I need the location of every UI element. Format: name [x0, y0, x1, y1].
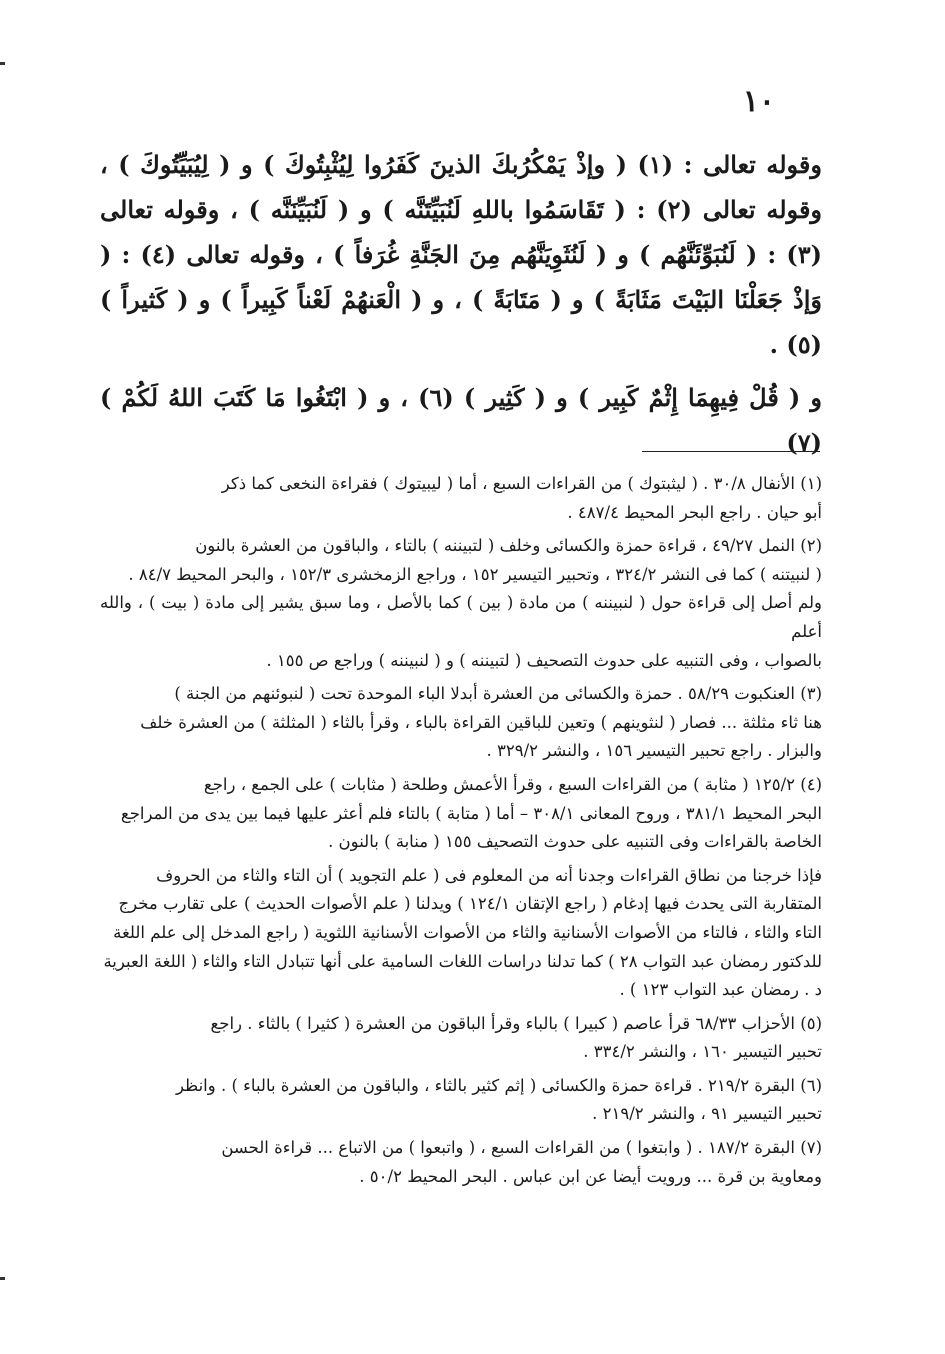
main-line: وقوله تعالى : (١) ( وإذْ يَمْكُرُبكَ الذينَ كَفَرُوا لِيُثْبِتُوكَ ) و ( لِيُبَيِّتُوكَ ) ، وقوله [100, 150, 823, 224]
footnote-line: ولم أصل إلى قراءة حول ( لنبيننه ) من مادة ( بين ) كما بالأصل ، وما سبق يشير إلى مادة ( بيت ) ، والله أعلم [100, 593, 822, 641]
footnote-4-continued [100, 862, 822, 1005]
footnote-line: (٦) البقرة ٢١٩/٢ . قراءة حمزة والكسائى ( إثم كثير بالثاء ، والباقون من العشرة بالباء ) . وانظر [175, 1075, 822, 1095]
footnote-line: (٣) العنكبوت ٥٨/٢٩ . حمزة والكسائى من العشرة أبدلا الباء الموحدة تحت ( لنبوئنهم من الجنة ) [174, 684, 822, 704]
footnote-line: د . رمضان عبد التواب ١٢٣ ) . [619, 980, 822, 1000]
footnote-line: (٧) البقرة ١٨٧/٢ . ( وابتغوا ) من القراءات السبع ، ( واتبعوا ) من الاتباع ... قراءة الحسن [221, 1138, 822, 1158]
main-line: و ( لَنُثَوِيَنَّهُم مِنَ الجَنَّةِ غُرَفاً ) ، وقوله تعالى (٤) : ( وَإذْ جَعَلْنَا البَيْتَ مَثَابَةً ) [100, 240, 822, 314]
footnote-line: (٤) ١٢٥/٢ ( مثابة ) من القراءات السبع ، وقرأ الأعمش وطلحة ( مثابات ) على الجمع ، راجع [203, 774, 822, 794]
footnote-3 [100, 680, 822, 766]
footnote-line: المتقاربة التى يحدث فيها إدغام ( راجع الإتقان ١٢٤/١ ) ويدلنا ( علم الأصوات الحديث ) على تقارب مخرج [118, 894, 822, 914]
footnote-line: البحر المحيط ٣٨١/١ ، وروح المعانى ٣٠٨/١ – أما ( متابة ) بالتاء فلم أعثر عليها فيما بين يدى من المراجع [120, 803, 822, 823]
footnote-line: (٥) الأحزاب ٦٨/٣٣ قرأ عاصم ( كبيرا ) بالباء وقرأ الباقون من العشرة ( كثيرا ) بالثاء . راجع [210, 1013, 822, 1033]
footnote-line: والبزار . راجع تحبير التيسير ١٥٦ ، والنشر ٣٢٩/٢ . [486, 741, 822, 761]
footnote-line: تحبير التيسير ٩١ ، والنشر ٢١٩/٢ . [592, 1104, 822, 1124]
footnote-1 [100, 470, 822, 527]
footnote-line: (١) الأنفال ٣٠/٨ . ( ليثبتوك ) من القراءات السبع ، أما ( ليبيتوك ) فقراءة النخعى كما ذكر [221, 474, 822, 493]
footnote-line: للدكتور رمضان عبد التواب ٢٨ ) كما تدلنا دراسات اللغات السامية على أنها تتبادل التاء والثاء ( اللغة العبرية [103, 951, 822, 971]
footnote-line: تحبير التيسير ١٦٠ ، والنشر ٣٣٤/٢ . [583, 1042, 822, 1062]
footnote-line: بالصواب ، وفى التنبيه على حدوث التصحيف ( لتبيننه ) و ( لنبيننه ) وراجع ص ١٥٥ . [266, 650, 822, 670]
footnote-5 [100, 1010, 822, 1067]
main-line: تعالى (٢) : ( تَقَاسَمُوا باللهِ لَنُبَيِّتَنَّه ) و ( لَنُبَيِّنَنَّه ) ، وقوله تعالى (٣) : ( لَنُبَوِّئَنَّهُم ) [100, 195, 823, 269]
main-text [100, 142, 822, 465]
binder-mark [0, 62, 5, 65]
footnote-line: ومعاوية بن قرة ... ورويت أيضا عن ابن عباس . البحر المحيط ٥٠/٢ . [359, 1166, 822, 1186]
page-number: ١٠ [742, 84, 775, 119]
footnote-line: (٢) النمل ٤٩/٢٧ ، قراءة حمزة والكسائى وخلف ( لتبيننه ) بالتاء ، والباقون من العشرة بالنون [195, 536, 822, 556]
footnote-line: أبو حيان . راجع البحر المحيط ٤٨٧/٤ . [567, 502, 822, 522]
footnote-line: فإذا خرجنا من نطاق القراءات وجدنا أنه من المعلوم فى ( علم التجويد ) أن التاء والثاء من الحروف [156, 865, 822, 885]
footnotes [100, 470, 822, 1196]
binder-mark [0, 1277, 5, 1280]
main-line: و ( مَتَابَةً ) ، و ( الْعَنهُمْ لَعْناً كَبِيراً ) و ( كَثيراً ) (٥) . [100, 285, 822, 359]
footnote-separator [642, 451, 820, 452]
footnote-7 [100, 1134, 822, 1191]
main-paragraph [100, 142, 822, 367]
footnote-2 [100, 532, 822, 675]
footnote-line: الخاصة بالقراءات وفى التنبيه على حدوث التصحيف ١٥٥ ( منابة ) بالنون . [328, 832, 822, 852]
footnote-line: ( لنبيتنه ) كما فى النشر ٣٢٤/٢ ، وتحبير التيسير ١٥٢ ، وراجع الزمخشرى ١٥٢/٣ ، والبحر المحيط ٨٤/٧ . [128, 564, 822, 584]
footnote-line: التاء والثاء ، فالتاء من الأصوات الأسنانية والثاء من الأصوات الأسنانية اللثوية ( راجع المدخل إلى علم اللغة [113, 922, 822, 942]
main-line: و ( قُلْ فِيهِمَا إِثْمٌ كَبِير ) و ( كَثِير ) (٦) ، و ( ابْتَغُوا مَا كَتَبَ اللهُ لَكُمْ ) (٧) [100, 383, 822, 457]
footnote-line: هنا ثاء مثلثة ... فصار ( لنثوينهم ) وتعين للباقين القراءة بالباء ، وقرأ بالثاء ( المثلثة ) من العشرة خلف [140, 712, 822, 732]
footnote-6 [100, 1072, 822, 1129]
footnote-4 [100, 771, 822, 857]
